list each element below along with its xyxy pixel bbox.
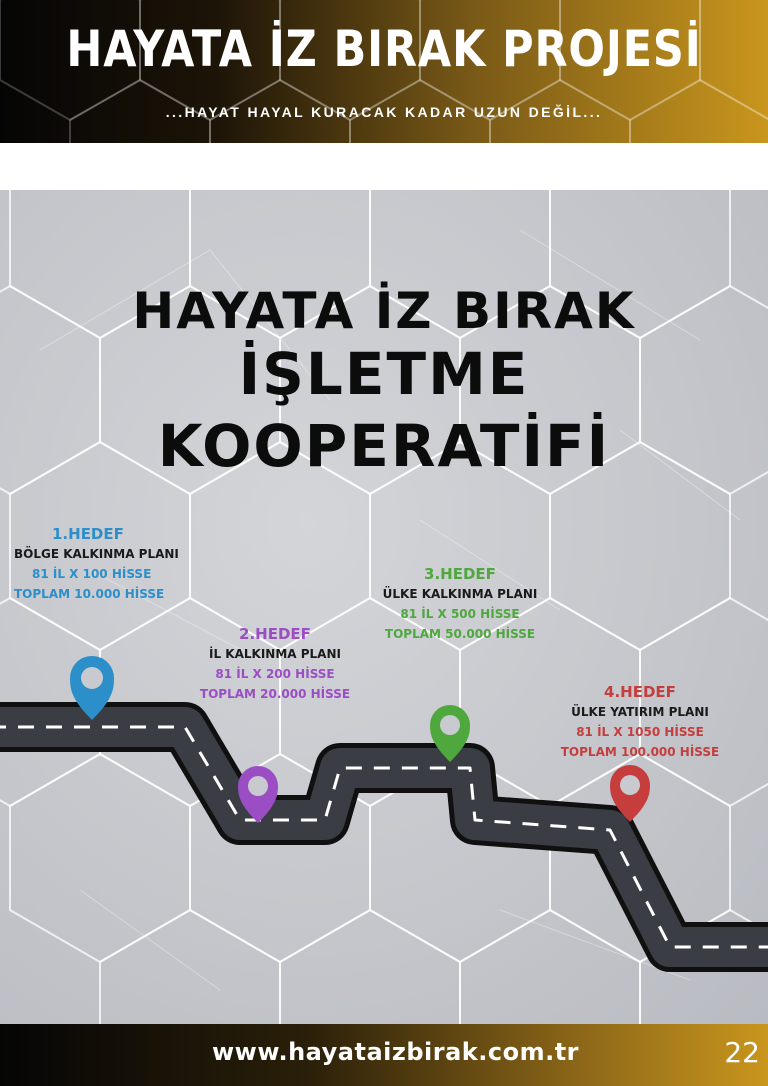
white-band xyxy=(0,143,768,190)
website-link[interactable]: www.hayataizbirak.com.tr xyxy=(212,1038,580,1066)
page-header xyxy=(0,0,768,143)
main-title-line-1: HAYATA İZ BIRAK xyxy=(132,282,636,340)
goal-1-formula: 81 İL X 100 HİSSE xyxy=(32,567,152,581)
goal-3-heading: 3.HEDEF xyxy=(424,565,496,583)
page-footer xyxy=(0,1024,768,1086)
goal-1-total: TOPLAM 10.000 HİSSE xyxy=(14,587,165,601)
goal-4-heading: 4.HEDEF xyxy=(604,683,676,701)
goal-4-formula: 81 İL X 1050 HİSSE xyxy=(576,725,704,739)
page-number: 22 xyxy=(724,1036,760,1069)
goal-2-plan: İL KALKINMA PLANI xyxy=(209,647,341,661)
goal-3-plan: ÜLKE KALKINMA PLANI xyxy=(382,587,538,601)
goal-2-formula: 81 İL X 200 HİSSE xyxy=(215,667,335,681)
goal-2-heading: 2.HEDEF xyxy=(239,625,311,643)
goal-4-plan: ÜLKE YATIRIM PLANI xyxy=(571,705,709,719)
goal-3-total: TOPLAM 50.000 HİSSE xyxy=(384,627,536,641)
main-title-line-2: İŞLETME xyxy=(238,340,530,408)
goal-4-total: TOPLAM 100.000 HİSSE xyxy=(560,745,720,759)
main-panel xyxy=(0,190,768,1024)
road-illustration xyxy=(0,190,768,1024)
header-subtitle: ...HAYAT HAYAL KURACAK KADAR UZUN DEĞİL... xyxy=(165,104,603,120)
goal-1-plan: BÖLGE KALKINMA PLANI xyxy=(14,547,179,561)
goal-3-formula: 81 İL X 500 HİSSE xyxy=(400,607,520,621)
main-title-line-3: KOOPERATİFİ xyxy=(157,412,611,480)
goal-2-total: TOPLAM 20.000 HİSSE xyxy=(199,687,351,701)
goal-1-heading: 1.HEDEF xyxy=(52,525,124,543)
header-title: HAYATA İZ BIRAK PROJESİ xyxy=(66,20,702,78)
